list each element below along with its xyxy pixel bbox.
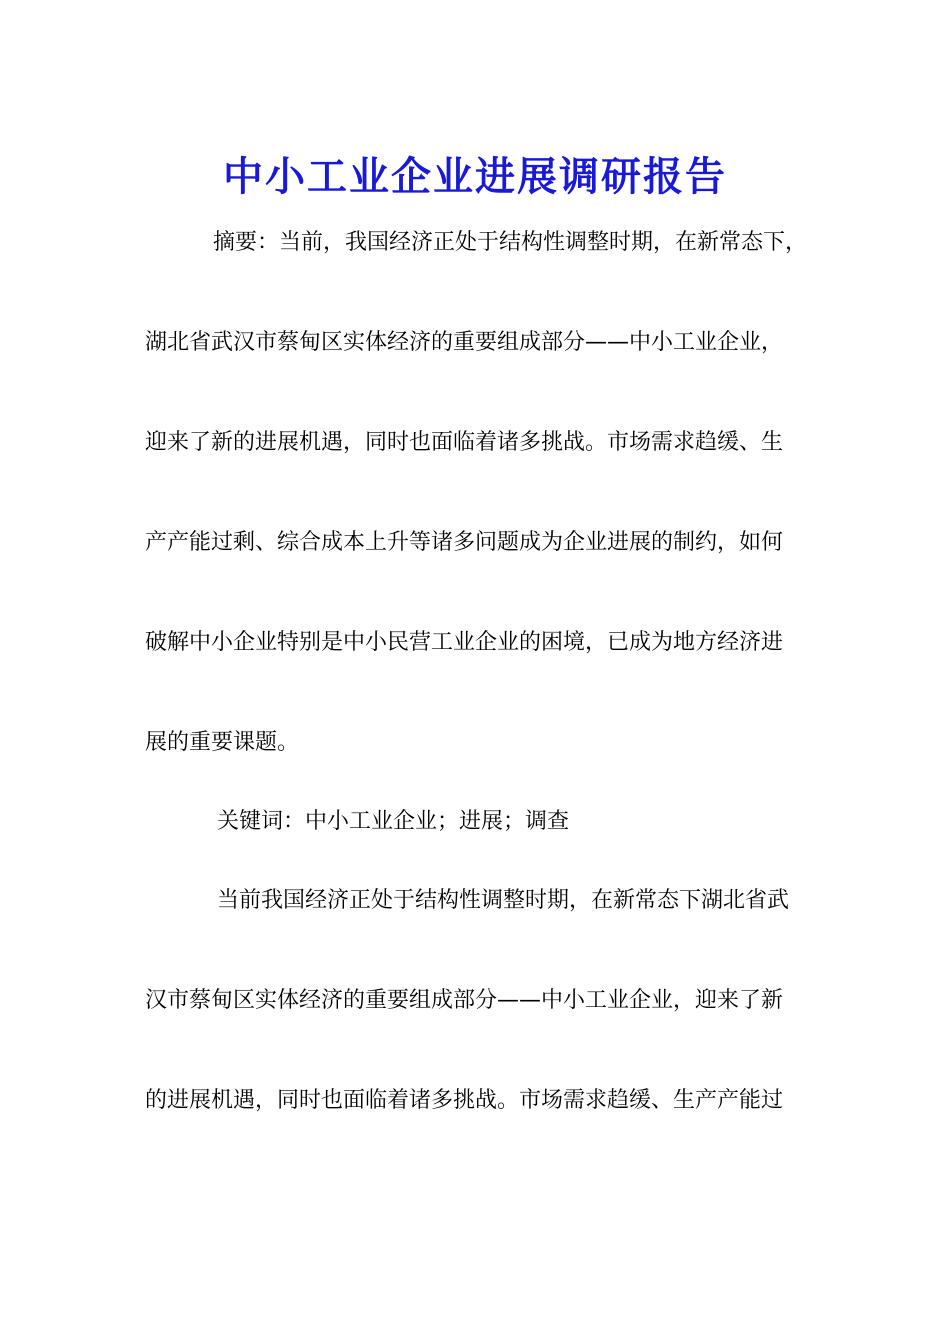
document-title: 中小工业企业进展调研报告 — [223, 152, 727, 200]
abstract-line-3: 迎来了新的进展机遇，同时也面临着诸多挑战。市场需求趋缓、生 — [145, 430, 784, 455]
body-line-2: 汉市蔡甸区实体经济的重要组成部分——中小工业企业，迎来了新 — [145, 988, 784, 1013]
abstract-line-1: 摘要：当前，我国经济正处于结构性调整时期，在新常态下， — [213, 230, 808, 255]
abstract-line-5: 破解中小企业特别是中小民营工业企业的困境，已成为地方经济进 — [145, 630, 784, 655]
abstract-line-6: 展的重要课题。 — [145, 730, 300, 755]
abstract-line-4: 产产能过剩、综合成本上升等诸多问题成为企业进展的制约，如何 — [145, 530, 784, 555]
keywords-line: 关键词：中小工业企业；进展；调查 — [217, 809, 570, 834]
body-line-3: 的进展机遇，同时也面临着诸多挑战。市场需求趋缓、生产产能过 — [145, 1088, 784, 1113]
abstract-line-2: 湖北省武汉市蔡甸区实体经济的重要组成部分——中小工业企业， — [145, 330, 784, 355]
body-line-1: 当前我国经济正处于结构性调整时期，在新常态下湖北省武 — [217, 888, 790, 913]
